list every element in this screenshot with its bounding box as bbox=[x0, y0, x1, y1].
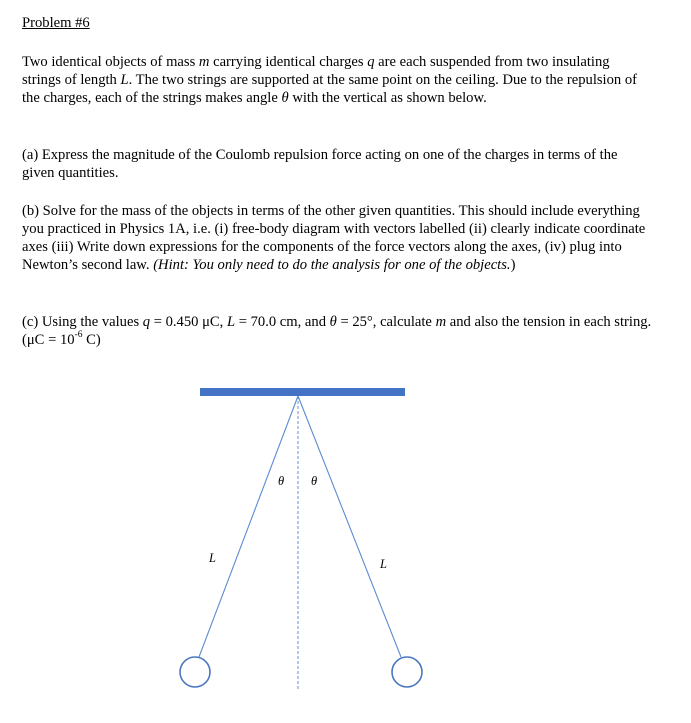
part-c-text-5: and also the tension in each string. (μC = 10 bbox=[22, 314, 652, 348]
part-c-var-theta: θ bbox=[329, 314, 337, 330]
part-c-text-4: = 25°, calculate bbox=[336, 314, 436, 330]
right-string bbox=[298, 396, 401, 657]
intro-text-2: carrying identical charges bbox=[209, 54, 368, 70]
part-c-text-1: (c) Using the values bbox=[22, 314, 143, 330]
string-length-left-label: L bbox=[209, 551, 216, 565]
part-b-text: (b) Solve for the mass of the objects in terms of the other given quantities. This should include everything you practiced in Physics 1A, i.e. (i) free-body diagram with vectors labelled (ii) clearly indicate coordinate axes (iii) Write down expressions for the components of the force vectors along the axes, (iv) plug into Newton’s second law. bbox=[22, 203, 646, 273]
left-string bbox=[199, 396, 298, 657]
intro-var-theta: θ bbox=[281, 90, 289, 106]
intro-text-3: are each suspended from two insulating strings of length bbox=[22, 54, 610, 88]
part-a-paragraph: (a) Express the magnitude of the Coulomb repulsion force acting on one of the charges in terms of the given quantities. bbox=[22, 147, 618, 181]
string-length-right-label: L bbox=[380, 557, 387, 571]
intro-text-4: . The two strings are supported at the same point on the ceiling. Due to the repulsion of the charges, each of the strings makes angle bbox=[22, 72, 638, 106]
part-c-var-q: q bbox=[142, 314, 151, 330]
intro-var-L: L bbox=[120, 72, 129, 88]
right-charge-ball bbox=[392, 657, 422, 687]
part-c-text-3: = 70.0 cm, and bbox=[235, 314, 330, 330]
left-charge-ball bbox=[180, 657, 210, 687]
part-c-text-2: = 0.450 μC, bbox=[150, 314, 227, 330]
part-b-hint: (Hint: You only need to do the analysis for one of the objects. bbox=[153, 257, 511, 273]
theta-left-label: θ bbox=[278, 474, 285, 488]
intro-text-1: Two identical objects of mass bbox=[22, 54, 199, 70]
part-c-text-6: C) bbox=[82, 332, 101, 348]
problem-title: Problem #6 bbox=[22, 15, 90, 31]
intro-var-m: m bbox=[198, 54, 210, 70]
part-c-exponent: -6 bbox=[74, 330, 83, 341]
part-c-var-m: m bbox=[435, 314, 447, 330]
theta-right-label: θ bbox=[311, 474, 318, 488]
part-c-var-L: L bbox=[226, 314, 236, 330]
part-b-close: ) bbox=[510, 257, 516, 273]
ceiling-bar bbox=[200, 388, 405, 396]
intro-text-5: with the vertical as shown below. bbox=[288, 90, 487, 106]
intro-var-q: q bbox=[367, 54, 375, 70]
